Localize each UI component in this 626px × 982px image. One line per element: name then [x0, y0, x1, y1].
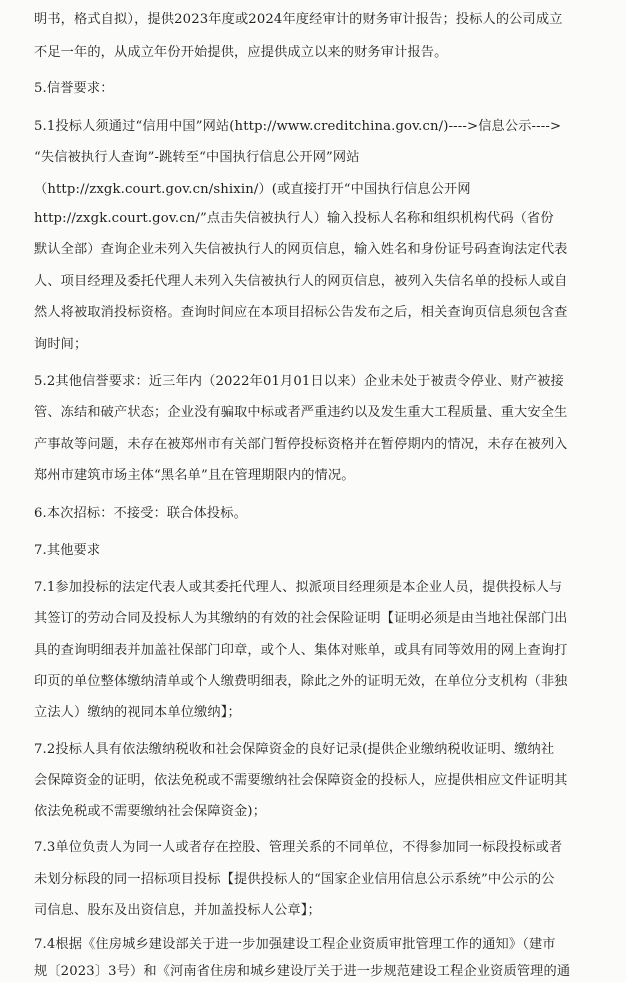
text-line: 不足一年的，从成立年份开始提供，应提供成立以来的财务审计报告。	[34, 45, 448, 60]
text-line: 5.信誉要求：	[34, 81, 114, 96]
text-line: 明书，格式自拟），提供2023年度或2024年度经审计的财务审计报告；投标人的公司成立	[34, 12, 563, 27]
text-line: 依法免税或不需要缴纳社会保障资金)；	[34, 804, 267, 819]
text-line: 立法人）缴纳的视同本单位缴纳】；	[34, 705, 241, 720]
text-line: 7.3单位负责人为同一人或者存在控股、管理关系的不同单位，不得参加同一标段投标或者	[34, 840, 563, 855]
text-line: 7.1参加投标的法定代表人或其委托代理人、拟派项目经理须是本企业人员，提供投标人与	[34, 580, 563, 595]
text-line: 会保障资金的证明，依法免税或不需要缴纳社会保障资金的投标人，应提供相应文件证明其	[34, 773, 568, 788]
text-line: 规〔2023〕3号）和《河南省住房和城乡建设厅关于进一步规范建设工程企业资质管理的通	[34, 964, 571, 979]
text-line: 7.2投标人具有依法缴纳税收和社会保障资金的良好记录(提供企业缴纳税收证明、缴纳社	[34, 742, 555, 757]
text-line: （http://zxgk.court.gov.cn/shixin/）(或直接打开“中国执行信息公开网	[34, 182, 471, 197]
text-line: 司信息、股东及出资信息，并加盖投标人公章】；	[34, 903, 321, 918]
text-line: 人、项目经理及委托代理人未列入失信被执行人的网页信息，被列入失信名单的投标人或自	[34, 274, 568, 289]
text-line: 郑州市建筑市场主体“黑名单”且在管理期限内的情况。	[34, 468, 355, 483]
text-line: 具的查询明细表并加盖社保部门印章，或个人、集体对账单，或具有同等效用的网上查询打	[34, 643, 568, 658]
text-line: 未划分标段的同一招标项目投标【提供投标人的“国家企业信用信息公示系统”中公示的公	[34, 872, 555, 887]
text-line: 然人将被取消投标资格。查询时间应在本项目招标公告发布之后，相关查询页信息须包含查	[34, 305, 568, 320]
text-line: 管、冻结和破产状态；企业没有骗取中标或者严重违约以及发生重大工程质量、重大安全生	[34, 405, 568, 420]
text-line: 5.2其他信誉要求：近三年内（2022年01月01日以来）企业未处于被责令停业、财产被接	[34, 374, 564, 389]
text-line: 5.1投标人须通过“信用中国”网站(http://www.creditchina.gov.cn/)---->信息公示---->	[34, 119, 562, 134]
text-line: http://zxgk.court.gov.cn/”点击失信被执行人）输入投标人名称和组织机构代码（省份	[34, 211, 554, 226]
text-line: 默认全部）查询企业未列入失信被执行人的网页信息，输入姓名和身份证号码查询法定代表	[34, 242, 568, 257]
text-line: 其签订的劳动合同及投标人为其缴纳的有效的社会保险证明【证明必须是由当地社保部门出	[34, 611, 568, 626]
text-line: 印页的单位整体缴纳清单或个人缴费明细表，除此之外的证明无效，在单位分支机构（非独	[34, 674, 568, 689]
text-line: 7.其他要求	[34, 543, 101, 558]
text-line: 产事故等问题，未存在被郑州市有关部门暂停投标资格并在暂停期内的情况，未存在被列入	[34, 437, 568, 452]
text-line: 7.4根据《住房城乡建设部关于进一步加强建设工程企业资质审批管理工作的通知》（建市	[34, 937, 556, 952]
text-line: 6.本次招标：不接受：联合体投标。	[34, 506, 247, 521]
text-line: 询时间；	[34, 337, 88, 352]
text-line: “失信被执行人查询”-跳转至“中国执行信息公开网”网站	[34, 150, 360, 165]
